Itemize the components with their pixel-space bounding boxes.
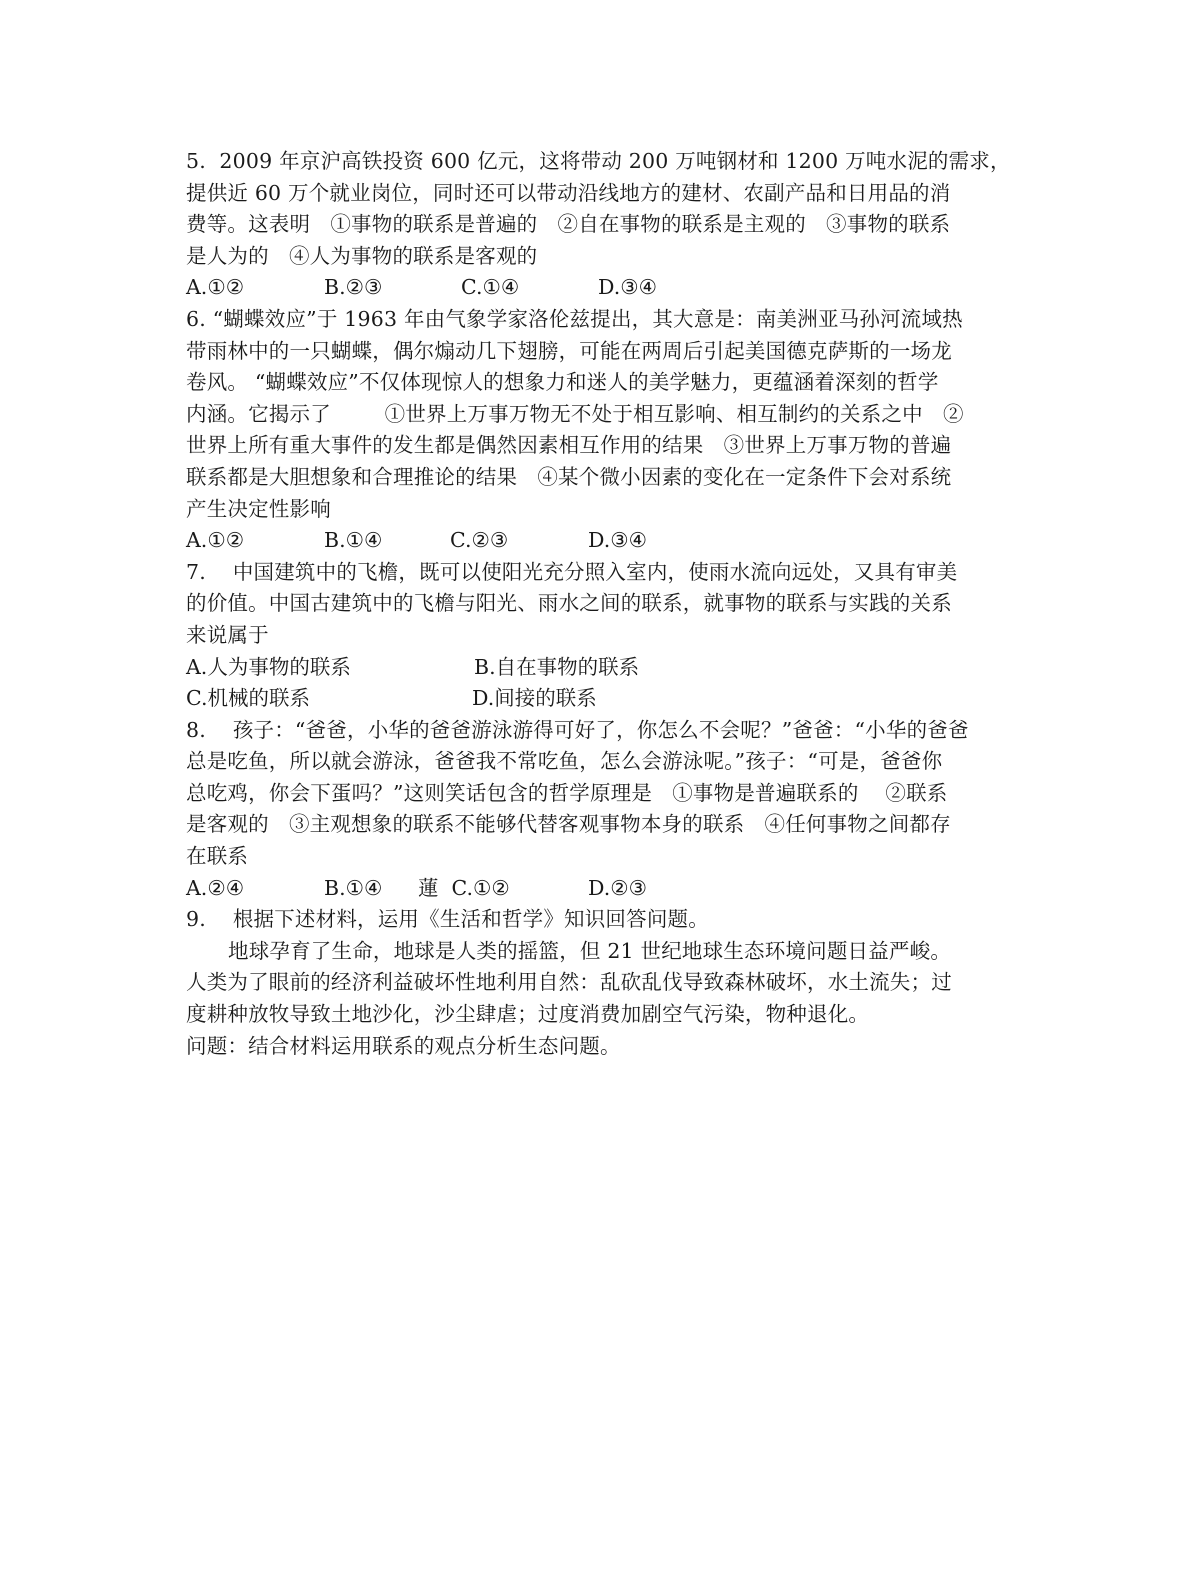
question-9	[186, 904, 998, 1062]
option-c: C.①④	[461, 275, 520, 300]
question-8-line-5: 在联系	[186, 844, 249, 869]
question-6-options	[186, 525, 998, 557]
question-9-title: 9. 根据下述材料，运用《生活和哲学》知识回答问题。	[186, 907, 709, 932]
option-b: B.①④	[324, 528, 383, 553]
question-5-line-3: 费等。这表明 ①事物的联系是普遍的 ②自在事物的联系是主观的 ③事物的联系	[186, 212, 951, 237]
option-a: A.②④	[186, 875, 245, 900]
question-9-material-line-3: 度耕种放牧导致土地沙化，沙尘肆虐；过度消费加剧空气污染，物种退化。	[186, 1002, 870, 1027]
option-d: D.③④	[588, 528, 647, 553]
question-5	[186, 146, 1011, 304]
question-7-options-row-2	[186, 683, 998, 715]
option-c: C.机械的联系	[186, 686, 310, 711]
question-7-line-2: 的价值。中国古建筑中的飞檐与阳光、雨水之间的联系，就事物的联系与实践的关系	[186, 591, 952, 616]
question-9-prompt: 问题：结合材料运用联系的观点分析生态问题。	[186, 1033, 621, 1058]
question-5-line-2: 提供近 60 万个就业岗位，同时还可以带动沿线地方的建材、农副产品和日用品的消	[186, 180, 951, 205]
question-8-line-4: 是客观的 ③主观想象的联系不能够代替客观事物本身的联系 ④任何事物之间都存	[186, 812, 951, 837]
option-b: B.自在事物的联系	[474, 654, 640, 679]
option-c: C.②③	[450, 528, 509, 553]
question-6	[186, 304, 998, 557]
question-8-line-3: 总吃鸡，你会下蛋吗？”这则笑话包含的哲学原理是 ①事物是普遍联系的 ②联系	[186, 780, 948, 805]
question-8	[186, 715, 998, 905]
question-5-options	[186, 272, 998, 304]
question-8-line-1: 8. 孩子：“爸爸，小华的爸爸游泳游得可好了，你怎么不会呢？”爸爸：“小华的爸爸	[186, 717, 969, 742]
question-6-line-1: 6. “蝴蝶效应”于 1963 年由气象学家洛伦兹提出，其大意是：南美洲亚马孙河流域热	[186, 306, 963, 331]
question-9-material-line-1: 地球孕育了生命，地球是人类的摇篮，但 21 世纪地球生态环境问题日益严峻。	[228, 938, 952, 963]
option-d: D.间接的联系	[472, 686, 597, 711]
question-8-line-2: 总是吃鱼，所以就会游泳，爸爸我不常吃鱼，怎么会游泳呢。”孩子：“可是，爸爸你	[186, 749, 943, 774]
option-d: D.③④	[598, 275, 657, 300]
option-a: A.人为事物的联系	[186, 654, 351, 679]
option-d: D.②③	[588, 875, 647, 900]
question-6-line-5: 世界上所有重大事件的发生都是偶然因素相互作用的结果 ③世界上万事万物的普遍	[186, 433, 952, 458]
question-7-line-3: 来说属于	[186, 622, 269, 647]
question-5-line-1: 5. 2009 年京沪高铁投资 600 亿元，这将带动 200 万吨钢材和 1200 万吨水泥的需求，	[186, 149, 1011, 173]
option-a: A.①②	[186, 528, 245, 553]
question-6-line-4: 内涵。它揭示了 ①世界上万事万物无不处于相互影响、相互制约的关系之中 ②	[186, 401, 964, 426]
option-c: 蓮 C.①②	[418, 875, 510, 900]
question-7	[186, 557, 998, 715]
question-7-options-row-1	[186, 652, 998, 684]
question-7-line-1: 7. 中国建筑中的飞檐，既可以使阳光充分照入室内，使雨水流向远处，又具有审美	[186, 559, 958, 584]
option-b: B.①④	[324, 875, 383, 900]
question-6-line-7: 产生决定性影响	[186, 496, 331, 521]
option-b: B.②③	[324, 275, 383, 300]
question-5-line-4: 是人为的 ④人为事物的联系是客观的	[186, 243, 538, 268]
question-6-line-2: 带雨林中的一只蝴蝶，偶尔煽动几下翅膀，可能在两周后引起美国德克萨斯的一场龙	[186, 338, 952, 363]
question-6-line-3: 卷风。 “蝴蝶效应”不仅体现惊人的想象力和迷人的美学魅力，更蕴涵着深刻的哲学	[186, 370, 939, 395]
question-6-line-6: 联系都是大胆想象和合理推论的结果 ④某个微小因素的变化在一定条件下会对系统	[186, 464, 952, 489]
question-8-options	[186, 873, 998, 905]
exam-page	[186, 146, 1011, 1062]
question-9-material-line-2: 人类为了眼前的经济利益破坏性地利用自然：乱砍乱伐导致森林破坏，水土流失；过	[186, 970, 952, 995]
option-a: A.①②	[186, 275, 245, 300]
